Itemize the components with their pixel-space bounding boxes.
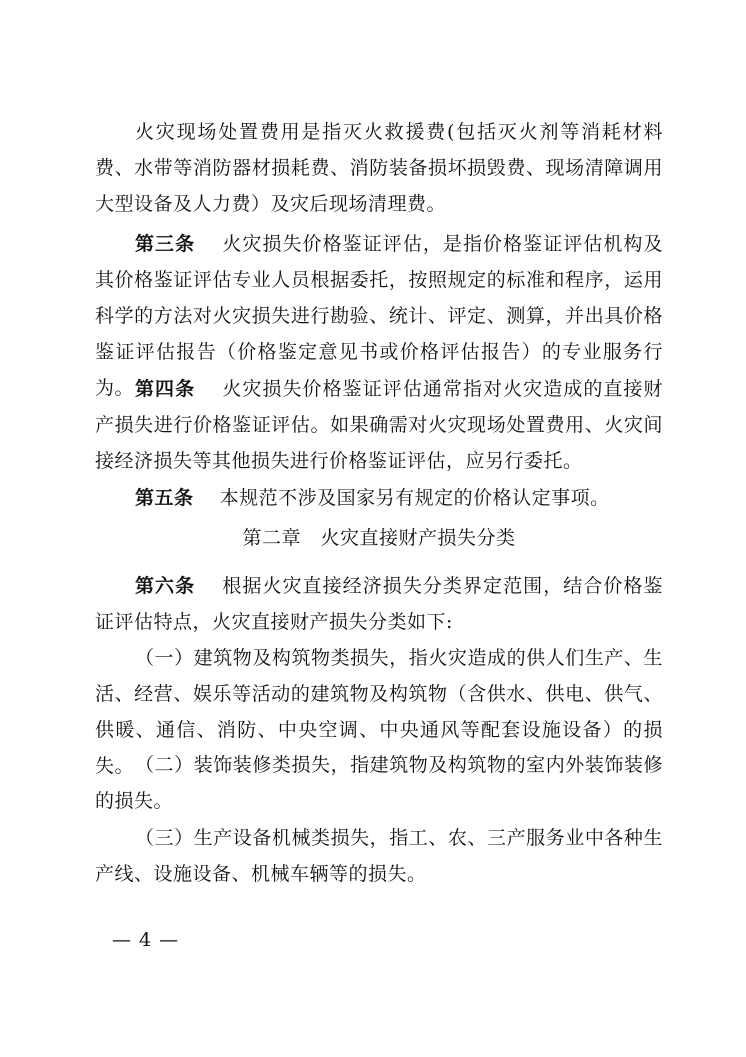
article-4-label: 第四条: [135, 378, 196, 400]
category-3-text: （三）生产设备机械类损失，指工、农、三产服务业中各种生产线、设施设备、机械车辆等的损失。: [95, 827, 663, 885]
article-5-label: 第五条: [135, 487, 194, 509]
page-number: — 4 —: [112, 929, 180, 951]
category-1-text: （一）建筑物及构筑物类损失，指火灾造成的供人们生产、生活、经营、娱乐等活动的建筑物及构筑物（含供水、供电、供气、供暖、通信、消防、中央空调、中央通风等配套设施设备）的损失。: [95, 647, 663, 777]
article-6-text: 根据火灾直接经济损失分类界定范围，结合价格鉴证评估特点，火灾直接财产损失分类如下:: [95, 575, 663, 633]
article-5: [95, 480, 663, 516]
article-4: [95, 371, 663, 479]
paragraph-1: [95, 114, 663, 222]
article-6: [95, 568, 663, 640]
article-3-text: 火灾损失价格鉴证评估，是指价格鉴证评估机构及其价格鉴证评估专业人员根据委托，按照规定的标准和程序，运用科学的方法对火灾损失进行勘验、统计、评定、测算，并出具价格鉴证评估报告（价格鉴定意见书或价格评估报告）的专业服务行为。: [95, 233, 663, 399]
paragraph-1-text: 火灾现场处置费用是指灭火救援费(包括灭火剂等消耗材料费、水带等消防器材损耗费、消防装备损坏损毁费、现场清障调用大型设备及人力费）及灾后现场清理费。: [95, 121, 663, 215]
article-5-text: 本规范不涉及国家另有规定的价格认定事项。: [219, 487, 610, 509]
article-3-label: 第三条: [135, 233, 196, 255]
category-2: [95, 747, 663, 819]
article-6-label: 第六条: [135, 575, 196, 597]
category-3: [95, 820, 663, 892]
chapter-heading: 第二章 火灾直接财产损失分类: [242, 527, 516, 549]
article-4-text: 火灾损失价格鉴证评估通常指对火灾造成的直接财产损失进行价格鉴证评估。如果确需对火灾现场处置费用、火灾间接经济损失等其他损失进行价格鉴证评估，应另行委托。: [95, 378, 663, 472]
category-2-text: （二）装饰装修类损失，指建筑物及构筑物的室内外装饰装修的损失。: [95, 754, 663, 812]
